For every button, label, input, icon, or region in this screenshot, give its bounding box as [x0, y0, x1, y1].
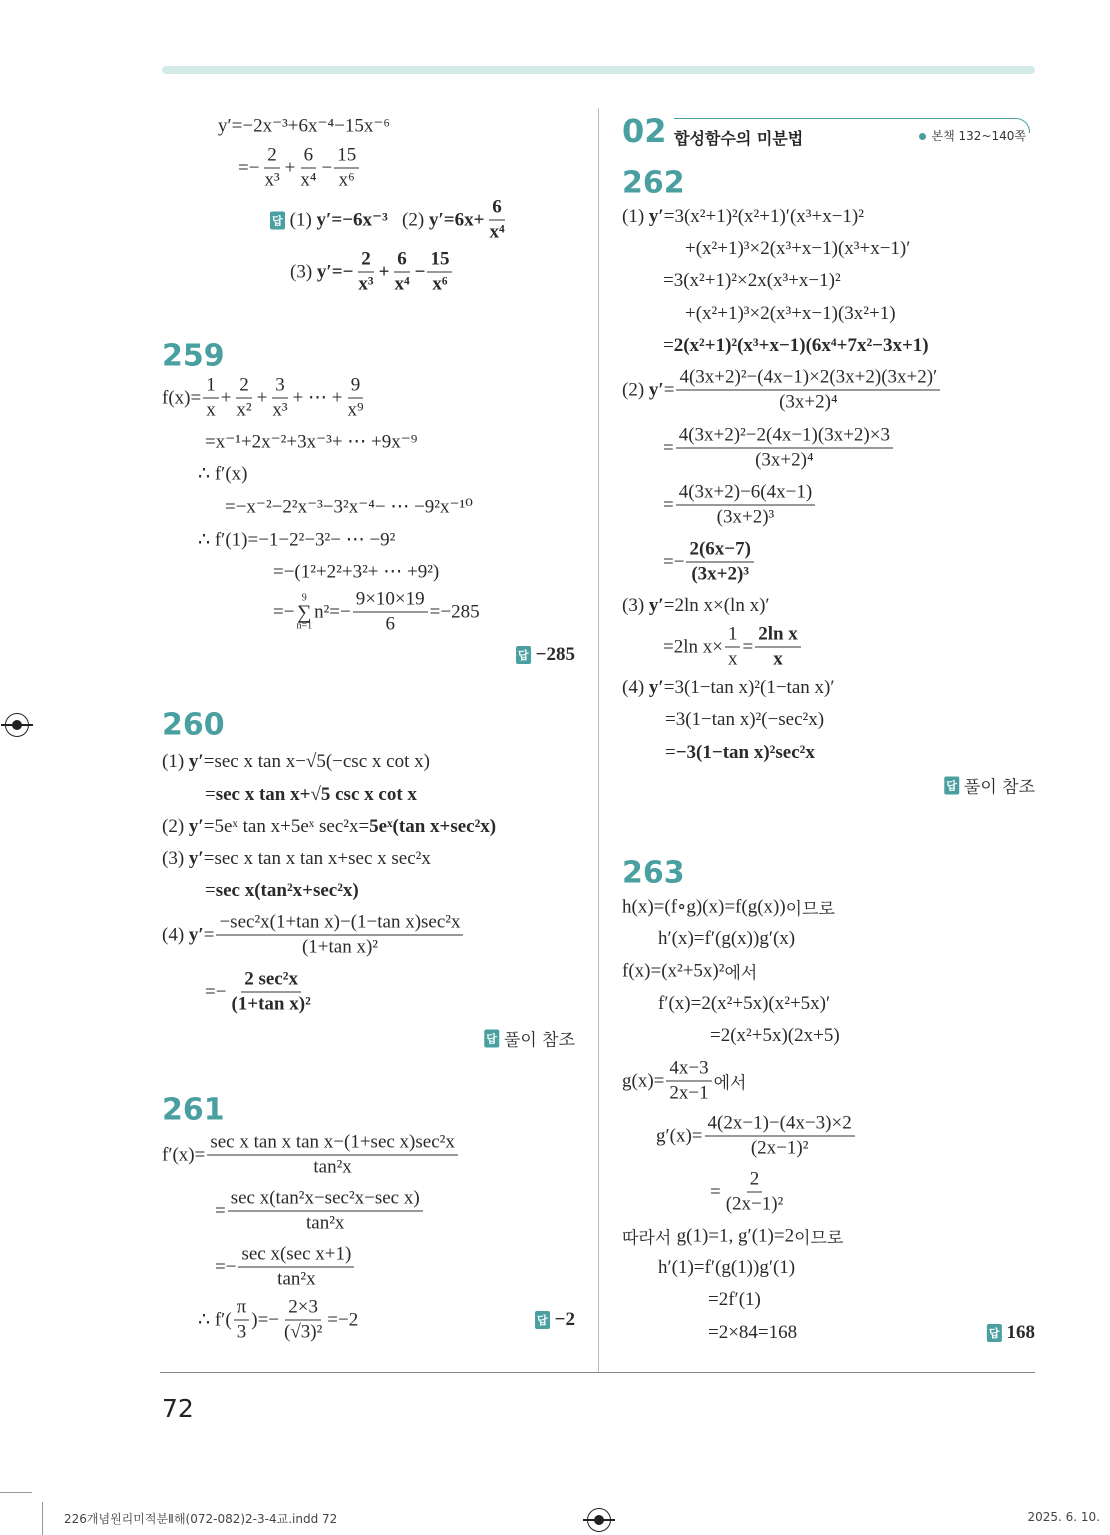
math-text-bold: y′=−6x⁻³: [316, 209, 388, 231]
fraction-numerator: 9×10×19: [353, 589, 428, 613]
math-line: [710, 1169, 788, 1216]
column-divider: [598, 108, 599, 1373]
crop-mark: [0, 1492, 32, 1493]
math-text: =−: [215, 1256, 237, 1277]
fraction: [228, 1188, 423, 1235]
fraction-denominator: x: [773, 648, 783, 670]
korean-text: 풀이 참조: [963, 777, 1035, 798]
fraction-denominator: tan²x: [277, 1268, 316, 1290]
fraction: [427, 249, 452, 296]
fraction-numerator: 2(6x−7): [686, 539, 753, 563]
math-text: −: [321, 157, 333, 178]
fraction-denominator: x⁴: [394, 273, 410, 295]
fraction-denominator: (3x+2)⁴: [779, 391, 838, 413]
math-text: ∴ f′(1)=−1−2²−3²− ⋯ −9²: [198, 529, 396, 551]
fraction: [666, 1058, 711, 1105]
math-line: [622, 959, 757, 984]
math-text: (4): [162, 924, 189, 945]
korean-text: 따라서: [622, 1228, 677, 1249]
math-line: [205, 880, 359, 902]
math-line: [663, 482, 817, 529]
fraction-numerator: π: [234, 1297, 250, 1321]
math-text: =5eˣ tan x+5eˣ sec²x=: [203, 816, 370, 837]
math-text: =2f′(1): [708, 1289, 761, 1310]
fraction-numerator: 4(3x+2)−6(4x−1): [676, 482, 815, 506]
math-text: =: [205, 880, 216, 901]
problem-number-263: 263: [622, 855, 685, 891]
math-line: [198, 1297, 358, 1344]
math-line: [273, 589, 480, 636]
math-line: [665, 742, 815, 764]
answer-badge: 답: [484, 1029, 499, 1047]
math-text-bold: y′=−: [316, 261, 354, 282]
math-text: =−x⁻²−2²x⁻³−3²x⁻⁴− ⋯ −9²x⁻¹⁰: [225, 496, 473, 518]
math-line: [685, 238, 910, 260]
fraction-numerator: −sec²x(1+tan x)−(1−tan x)sec²x: [216, 912, 463, 936]
math-text: n²=−: [314, 601, 351, 622]
math-text: +(x²+1)³×2(x³+x−1)(3x²+1): [685, 303, 896, 324]
math-text: (3): [290, 261, 317, 282]
answer-badge: 답: [270, 211, 285, 229]
fraction-denominator: (2x−1)²: [750, 1137, 809, 1159]
footer-filename: 226개념원리미적분Ⅱ해(072-082)2-3-4교.indd 72: [64, 1512, 338, 1526]
math-text-bold: y′: [648, 379, 664, 400]
math-text: =: [710, 1181, 721, 1202]
math-text-bold: 168: [1006, 1322, 1035, 1343]
fraction-numerator: 4(3x+2)²−2(4x−1)(3x+2)×3: [676, 425, 893, 449]
fraction: [261, 145, 282, 192]
math-text: (2): [387, 209, 429, 230]
math-line: [663, 539, 756, 586]
answer-badge: 답: [516, 646, 531, 664]
fraction-denominator: (√3)²: [284, 1321, 323, 1343]
math-line: [622, 1224, 843, 1249]
math-text: h′(x)=f′(g(x))g′(x): [658, 928, 796, 949]
fraction: [725, 624, 741, 671]
math-text: (3): [622, 595, 649, 616]
fraction: [676, 425, 893, 472]
math-text-bold: sec x(tan²x+sec²x): [215, 880, 359, 901]
fraction-numerator: 2: [264, 145, 280, 169]
fraction: [203, 375, 219, 422]
math-text: =−: [238, 157, 260, 178]
math-line: [162, 816, 496, 838]
math-line: [663, 425, 895, 472]
bottom-rule: [160, 1372, 1035, 1373]
fraction-denominator: 2x−1: [669, 1082, 709, 1104]
math-text: +: [284, 157, 296, 178]
math-text: =: [742, 636, 754, 657]
math-text-bold: −2: [554, 1309, 575, 1330]
math-text: h(x)=(f∘g)(x)=f(g(x)): [622, 896, 786, 918]
math-text: (4): [622, 677, 649, 698]
math-line: [658, 928, 795, 950]
math-text: (2): [162, 816, 189, 837]
fraction: [234, 1297, 250, 1344]
math-line: [663, 335, 929, 357]
math-text: =2ln x×: [663, 636, 723, 657]
section-number: 02: [622, 112, 667, 150]
math-text: =−2: [327, 1309, 359, 1330]
korean-text: 이므로: [785, 899, 835, 920]
math-text: =2ln x×(ln x)′: [663, 595, 770, 616]
math-line: [535, 1309, 575, 1331]
math-text: (3): [162, 848, 189, 869]
fraction-numerator: 6: [489, 197, 505, 221]
math-line: [658, 993, 830, 1015]
fraction-denominator: x: [206, 399, 216, 421]
fraction-numerator: 2ln x: [755, 624, 801, 648]
registration-mark-icon: [587, 1508, 611, 1532]
summation: [296, 593, 312, 631]
math-line: [205, 784, 417, 806]
math-text: =3(1−tan x)²(1−tan x)′: [663, 677, 835, 698]
math-text: g′(x)=: [656, 1125, 703, 1146]
math-line: [685, 303, 896, 325]
math-text-bold: y′=6x+: [428, 209, 485, 230]
fraction: [216, 912, 463, 959]
sum-lower-limit: n=1: [296, 620, 313, 631]
math-text: f(x)=(x²+5x)²: [622, 960, 725, 981]
fraction-denominator: (1+tan x)²: [231, 993, 311, 1015]
fraction: [353, 589, 428, 636]
math-text: =−: [205, 981, 227, 1002]
fraction: [228, 969, 313, 1016]
math-text-bold: y′: [648, 206, 664, 227]
math-text-bold: 5eˣ(tan x+sec²x): [369, 816, 497, 837]
math-line: [273, 561, 439, 584]
math-text: =: [665, 742, 676, 763]
fraction-numerator: 2: [236, 375, 252, 399]
fraction: [355, 249, 376, 296]
math-line: [215, 1188, 425, 1235]
math-line: [622, 595, 770, 617]
math-text: (1): [289, 209, 317, 230]
math-line: [162, 1132, 460, 1179]
math-text: g(x)=: [622, 1070, 665, 1091]
fraction-denominator: x⁶: [338, 169, 355, 191]
fraction-numerator: sec x(tan²x−sec²x−sec x): [228, 1188, 423, 1212]
section-title: 합성함수의 미분법: [674, 129, 804, 148]
korean-text: 에서: [713, 1073, 747, 1094]
math-text: +(x²+1)³×2(x³+x−1)(x³+x−1)′: [685, 238, 911, 259]
math-text-bold: +: [378, 261, 390, 282]
fraction: [676, 482, 815, 529]
math-line: [656, 1113, 857, 1160]
fraction: [676, 367, 940, 414]
math-line: [205, 431, 417, 454]
fraction-numerator: 2×3: [285, 1297, 321, 1321]
math-text-bold: 2(x²+1)²(x³+x−1)(6x⁴+7x²−3x+1): [673, 335, 929, 356]
answer-badge: 답: [535, 1311, 550, 1329]
reference-text: 본책 132~140쪽: [931, 129, 1026, 143]
math-line: [708, 1322, 797, 1344]
math-line: [198, 529, 395, 552]
fraction-numerator: 4x−3: [666, 1058, 711, 1082]
top-decorative-bar: [162, 66, 1035, 74]
math-text: h′(1)=f′(g(1))g′(1): [658, 1257, 796, 1278]
fraction-denominator: (2x−1)²: [725, 1193, 784, 1215]
math-line: [708, 1289, 761, 1311]
math-text-bold: −285: [535, 644, 575, 665]
fraction: [486, 197, 507, 244]
section-header: [622, 112, 1036, 152]
fraction-numerator: sec x tan x tan x−(1+sec x)sec²x: [207, 1132, 458, 1156]
math-line: [663, 624, 803, 671]
fraction-denominator: x³: [272, 399, 288, 421]
fraction-denominator: (3x+2)⁴: [755, 449, 814, 471]
math-line: [622, 367, 942, 414]
math-text: =2×84=168: [708, 1322, 798, 1343]
fraction-denominator: 3: [236, 1321, 247, 1343]
answer-badge: 답: [987, 1324, 1002, 1342]
math-text: =: [663, 335, 674, 356]
fraction-denominator: x⁴: [300, 169, 317, 191]
math-text-bold: sec x tan x+√5 csc x cot x: [215, 784, 417, 805]
fraction-numerator: 2 sec²x: [241, 969, 301, 993]
korean-text: 이므로: [794, 1228, 844, 1249]
math-text: =−(1²+2²+3²+ ⋯ +9²): [273, 561, 440, 583]
math-text: =: [215, 1200, 226, 1221]
math-line: [665, 709, 824, 731]
math-text: =3(x²+1)²×2x(x³+x−1)²: [663, 270, 841, 291]
math-text-bold: y′: [188, 816, 204, 837]
fraction-denominator: x⁶: [432, 273, 448, 295]
math-text: =: [663, 494, 674, 515]
math-text-bold: y′: [648, 595, 664, 616]
fraction-denominator: (1+tan x)²: [301, 936, 378, 958]
math-line: [198, 463, 247, 486]
math-line: [516, 644, 575, 666]
math-text: =−: [273, 601, 295, 622]
math-text: + ⋯ +: [292, 387, 343, 409]
fraction-denominator: (3x+2)³: [691, 563, 750, 585]
math-line: [270, 197, 510, 244]
fraction-denominator: x: [727, 648, 738, 670]
fraction-numerator: 4(2x−1)−(4x−3)×2: [705, 1113, 855, 1137]
math-text: (1): [622, 206, 649, 227]
fraction: [281, 1297, 325, 1344]
fraction-numerator: 3: [272, 375, 288, 399]
problem-number-262: 262: [622, 165, 685, 201]
math-text: y′=−2x⁻³+6x⁻⁴−15x⁻⁶: [218, 115, 391, 137]
fraction-denominator: 6: [385, 613, 395, 635]
fraction-numerator: 9: [348, 375, 364, 399]
fraction-numerator: 2: [358, 249, 374, 273]
math-text: =3(x²+1)²(x²+1)′(x³+x−1)²: [663, 206, 864, 227]
fraction: [269, 375, 290, 422]
fraction: [723, 1169, 787, 1216]
fraction: [686, 539, 753, 586]
fraction: [297, 145, 319, 192]
math-text: (2): [622, 379, 649, 400]
math-line: [987, 1322, 1035, 1344]
fraction: [334, 145, 359, 192]
math-text-bold: y′: [188, 924, 204, 945]
fraction: [755, 624, 801, 671]
math-text: =sec x tan x−√5(−csc x cot x): [203, 751, 430, 772]
math-line: [622, 1058, 746, 1105]
answer-badge: 답: [944, 776, 959, 794]
math-text: =sec x tan x tan x+sec x sec²x: [203, 848, 431, 869]
math-text-bold: −3(1−tan x)²sec²x: [675, 742, 815, 763]
math-line: [218, 115, 390, 138]
math-text: =: [663, 379, 675, 400]
sigma-icon: ∑: [297, 601, 312, 623]
math-text: =: [203, 924, 215, 945]
math-text: ∴ f′(x): [198, 463, 248, 485]
math-text: =2(x²+5x)(2x+5): [710, 1025, 840, 1046]
problem-number-261: 261: [162, 1092, 225, 1128]
registration-mark-icon: [5, 713, 29, 737]
page-number: 72: [162, 1394, 194, 1423]
fraction-denominator: tan²x: [313, 1156, 352, 1178]
math-line: [162, 912, 465, 959]
math-text: f′(x)=2(x²+5x)(x²+5x)′: [658, 993, 831, 1014]
math-text: f′(x)=: [162, 1144, 206, 1165]
math-text: g(1)=1, g′(1)=2: [676, 1225, 795, 1246]
math-line: [663, 270, 841, 292]
math-text: =−: [663, 551, 685, 572]
fraction-numerator: 4(3x+2)²−(4x−1)×2(3x+2)(3x+2)′: [676, 367, 940, 391]
math-text: f(x)=: [162, 387, 202, 408]
fraction: [233, 375, 254, 422]
fraction-numerator: sec x(sec x+1): [238, 1244, 354, 1268]
fraction-numerator: 1: [725, 624, 741, 648]
math-line: [944, 773, 1035, 798]
fraction-numerator: 6: [394, 249, 410, 273]
math-text: =: [663, 437, 674, 458]
math-text: +: [220, 387, 232, 408]
math-line: [162, 848, 431, 870]
fraction-denominator: x³: [264, 169, 280, 191]
math-text: (1): [162, 751, 189, 772]
math-line: [622, 677, 834, 699]
problem-number-259: 259: [162, 338, 225, 374]
fraction-denominator: tan²x: [306, 1212, 345, 1234]
fraction: [207, 1132, 458, 1179]
fraction-denominator: x²: [236, 399, 252, 421]
math-text-bold: y′: [188, 848, 204, 869]
fraction-denominator: x⁴: [489, 221, 505, 243]
section-reference: [919, 127, 1026, 144]
math-text: ∴ f′(: [198, 1309, 232, 1331]
math-line: [238, 145, 361, 192]
fraction: [705, 1113, 855, 1160]
fraction-numerator: 15: [427, 249, 452, 273]
math-text: )=−: [251, 1309, 280, 1330]
fraction: [344, 375, 366, 422]
korean-text: 에서: [724, 963, 758, 984]
math-text-bold: −: [414, 261, 426, 282]
math-text-bold: y′: [188, 751, 204, 772]
fraction-numerator: 6: [301, 145, 317, 169]
korean-text: 풀이 참조: [503, 1030, 575, 1051]
math-text-bold: y′: [648, 677, 664, 698]
math-line: [622, 895, 835, 920]
fraction-denominator: x⁹: [347, 399, 364, 421]
crop-mark: [42, 1502, 43, 1535]
math-text: =−285: [429, 601, 480, 622]
sum-upper-limit: 9: [301, 592, 307, 603]
fraction: [238, 1244, 354, 1291]
fraction-denominator: x³: [358, 273, 374, 295]
fraction-numerator: 2: [747, 1169, 763, 1193]
math-line: [622, 206, 864, 228]
math-line: [658, 1257, 795, 1279]
math-line: [162, 375, 369, 422]
math-line: [290, 249, 454, 296]
math-line: [225, 496, 473, 519]
math-text: =3(1−tan x)²(−sec²x): [665, 709, 825, 730]
math-line: [710, 1025, 840, 1047]
fraction-numerator: 15: [334, 145, 359, 169]
fraction-denominator: (3x+2)³: [716, 506, 775, 528]
fraction: [391, 249, 412, 296]
footer-date: 2025. 6. 10.: [1027, 1510, 1100, 1524]
problem-number-260: 260: [162, 707, 225, 743]
math-line: [205, 969, 316, 1016]
fraction-numerator: 1: [203, 375, 219, 399]
math-line: [215, 1244, 356, 1291]
math-text: =: [205, 784, 216, 805]
math-text: =x⁻¹+2x⁻²+3x⁻³+ ⋯ +9x⁻⁹: [205, 431, 418, 453]
bullet-icon: [919, 133, 926, 140]
math-line: [484, 1026, 575, 1051]
math-text: +: [256, 387, 268, 408]
math-line: [162, 751, 430, 773]
